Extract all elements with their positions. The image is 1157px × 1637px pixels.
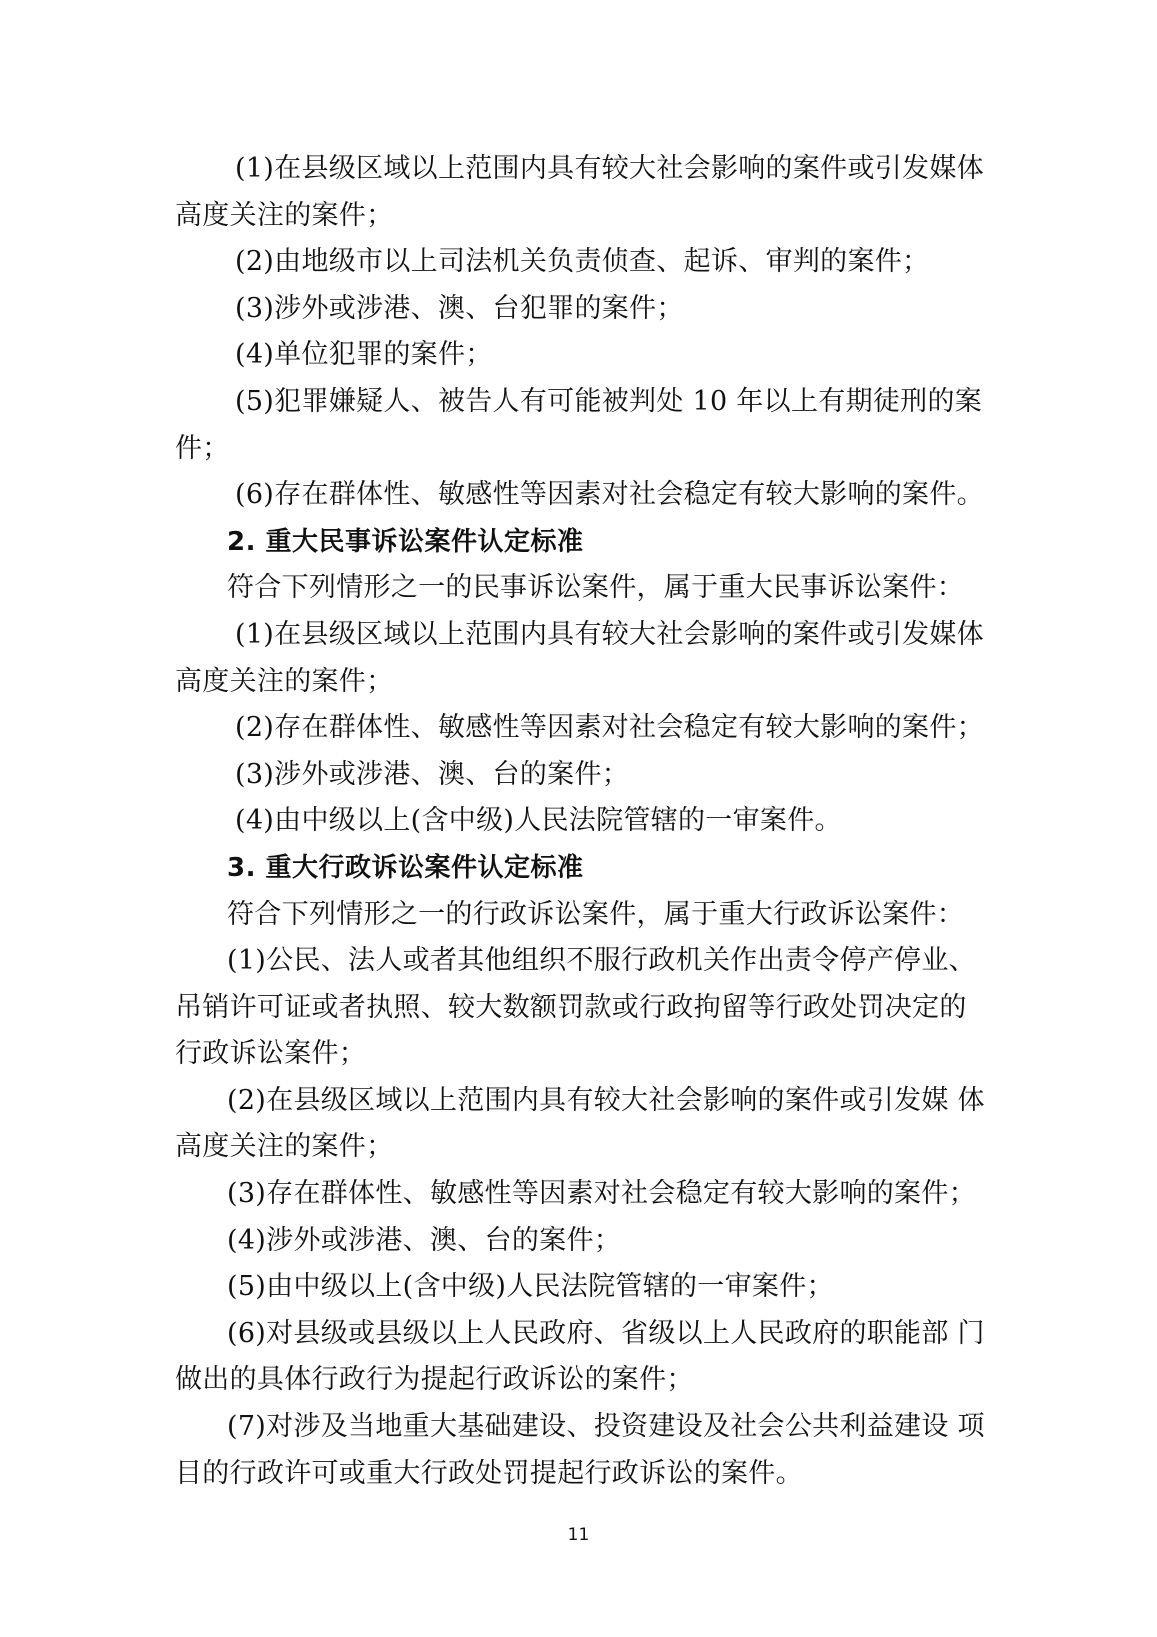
civil-item-2: (2)存在群体性、敏感性等因素对社会稳定有较大影响的案件； <box>235 712 984 744</box>
criminal-item-1: (1)在县级区域以上范围内具有较大社会影响的案件或引发媒体高度关注的案件； <box>175 153 984 231</box>
administrative-item-2: (2)在县级区域以上范围内具有较大社会影响的案件或引发媒 体高度关注的案件； <box>175 1084 985 1163</box>
criminal-item-2: (2)由地级市以上司法机关负责侦查、起诉、审判的案件； <box>235 246 930 278</box>
criminal-item-6: (6)存在群体性、敏感性等因素对社会稳定有较大影响的案件。 <box>235 479 984 511</box>
page-body <box>175 146 985 1497</box>
administrative-item-3: (3)存在群体性、敏感性等因素对社会稳定有较大影响的案件； <box>227 1178 976 1210</box>
criminal-item-4: (4)单位犯罪的案件； <box>235 339 493 371</box>
criminal-item-3: (3)涉外或涉港、澳、台犯罪的案件； <box>235 292 684 324</box>
administrative-item-4: (4)涉外或涉港、澳、台的案件； <box>227 1224 622 1256</box>
civil-item-1: (1)在县级区域以上范围内具有较大社会影响的案件或引发媒体高度关注的案件； <box>175 618 984 697</box>
administrative-section-heading: 3. 重大行政诉讼案件认定标准 <box>227 852 584 883</box>
page-number: 11 <box>567 1525 590 1545</box>
civil-item-4: (4)由中级以上(含中级)人民法院管辖的一审案件。 <box>235 805 842 837</box>
civil-section-intro: 符合下列情形之一的民事诉讼案件，属于重大民事诉讼案件： <box>227 572 965 604</box>
administrative-item-1: (1)公民、法人或者其他组织不服行政机关作出责令停产停业、吊销许可证或者执照、较大数额罚款或行政拘留等行政处罚决定的行政诉讼案件； <box>175 945 976 1070</box>
administrative-item-6: (6)对县级或县级以上人民政府、省级以上人民政府的职能部 门做出的具体行政行为提起行政诉讼的案件； <box>175 1317 985 1396</box>
criminal-item-5: (5)犯罪嫌疑人、被告人有可能被判处 10 年以上有期徒刑的案件； <box>175 385 983 464</box>
civil-item-3: (3)涉外或涉港、澳、台的案件； <box>235 758 630 790</box>
administrative-item-5: (5)由中级以上(含中级)人民法院管辖的一审案件； <box>227 1271 834 1303</box>
administrative-item-7: (7)对涉及当地重大基础建设、投资建设及社会公共利益建设 项目的行政许可或重大行政处罚提起行政诉讼的案件。 <box>175 1411 985 1489</box>
administrative-section-intro: 符合下列情形之一的行政诉讼案件，属于重大行政诉讼案件： <box>227 898 965 930</box>
civil-section-heading: 2. 重大民事诉讼案件认定标准 <box>227 526 584 557</box>
